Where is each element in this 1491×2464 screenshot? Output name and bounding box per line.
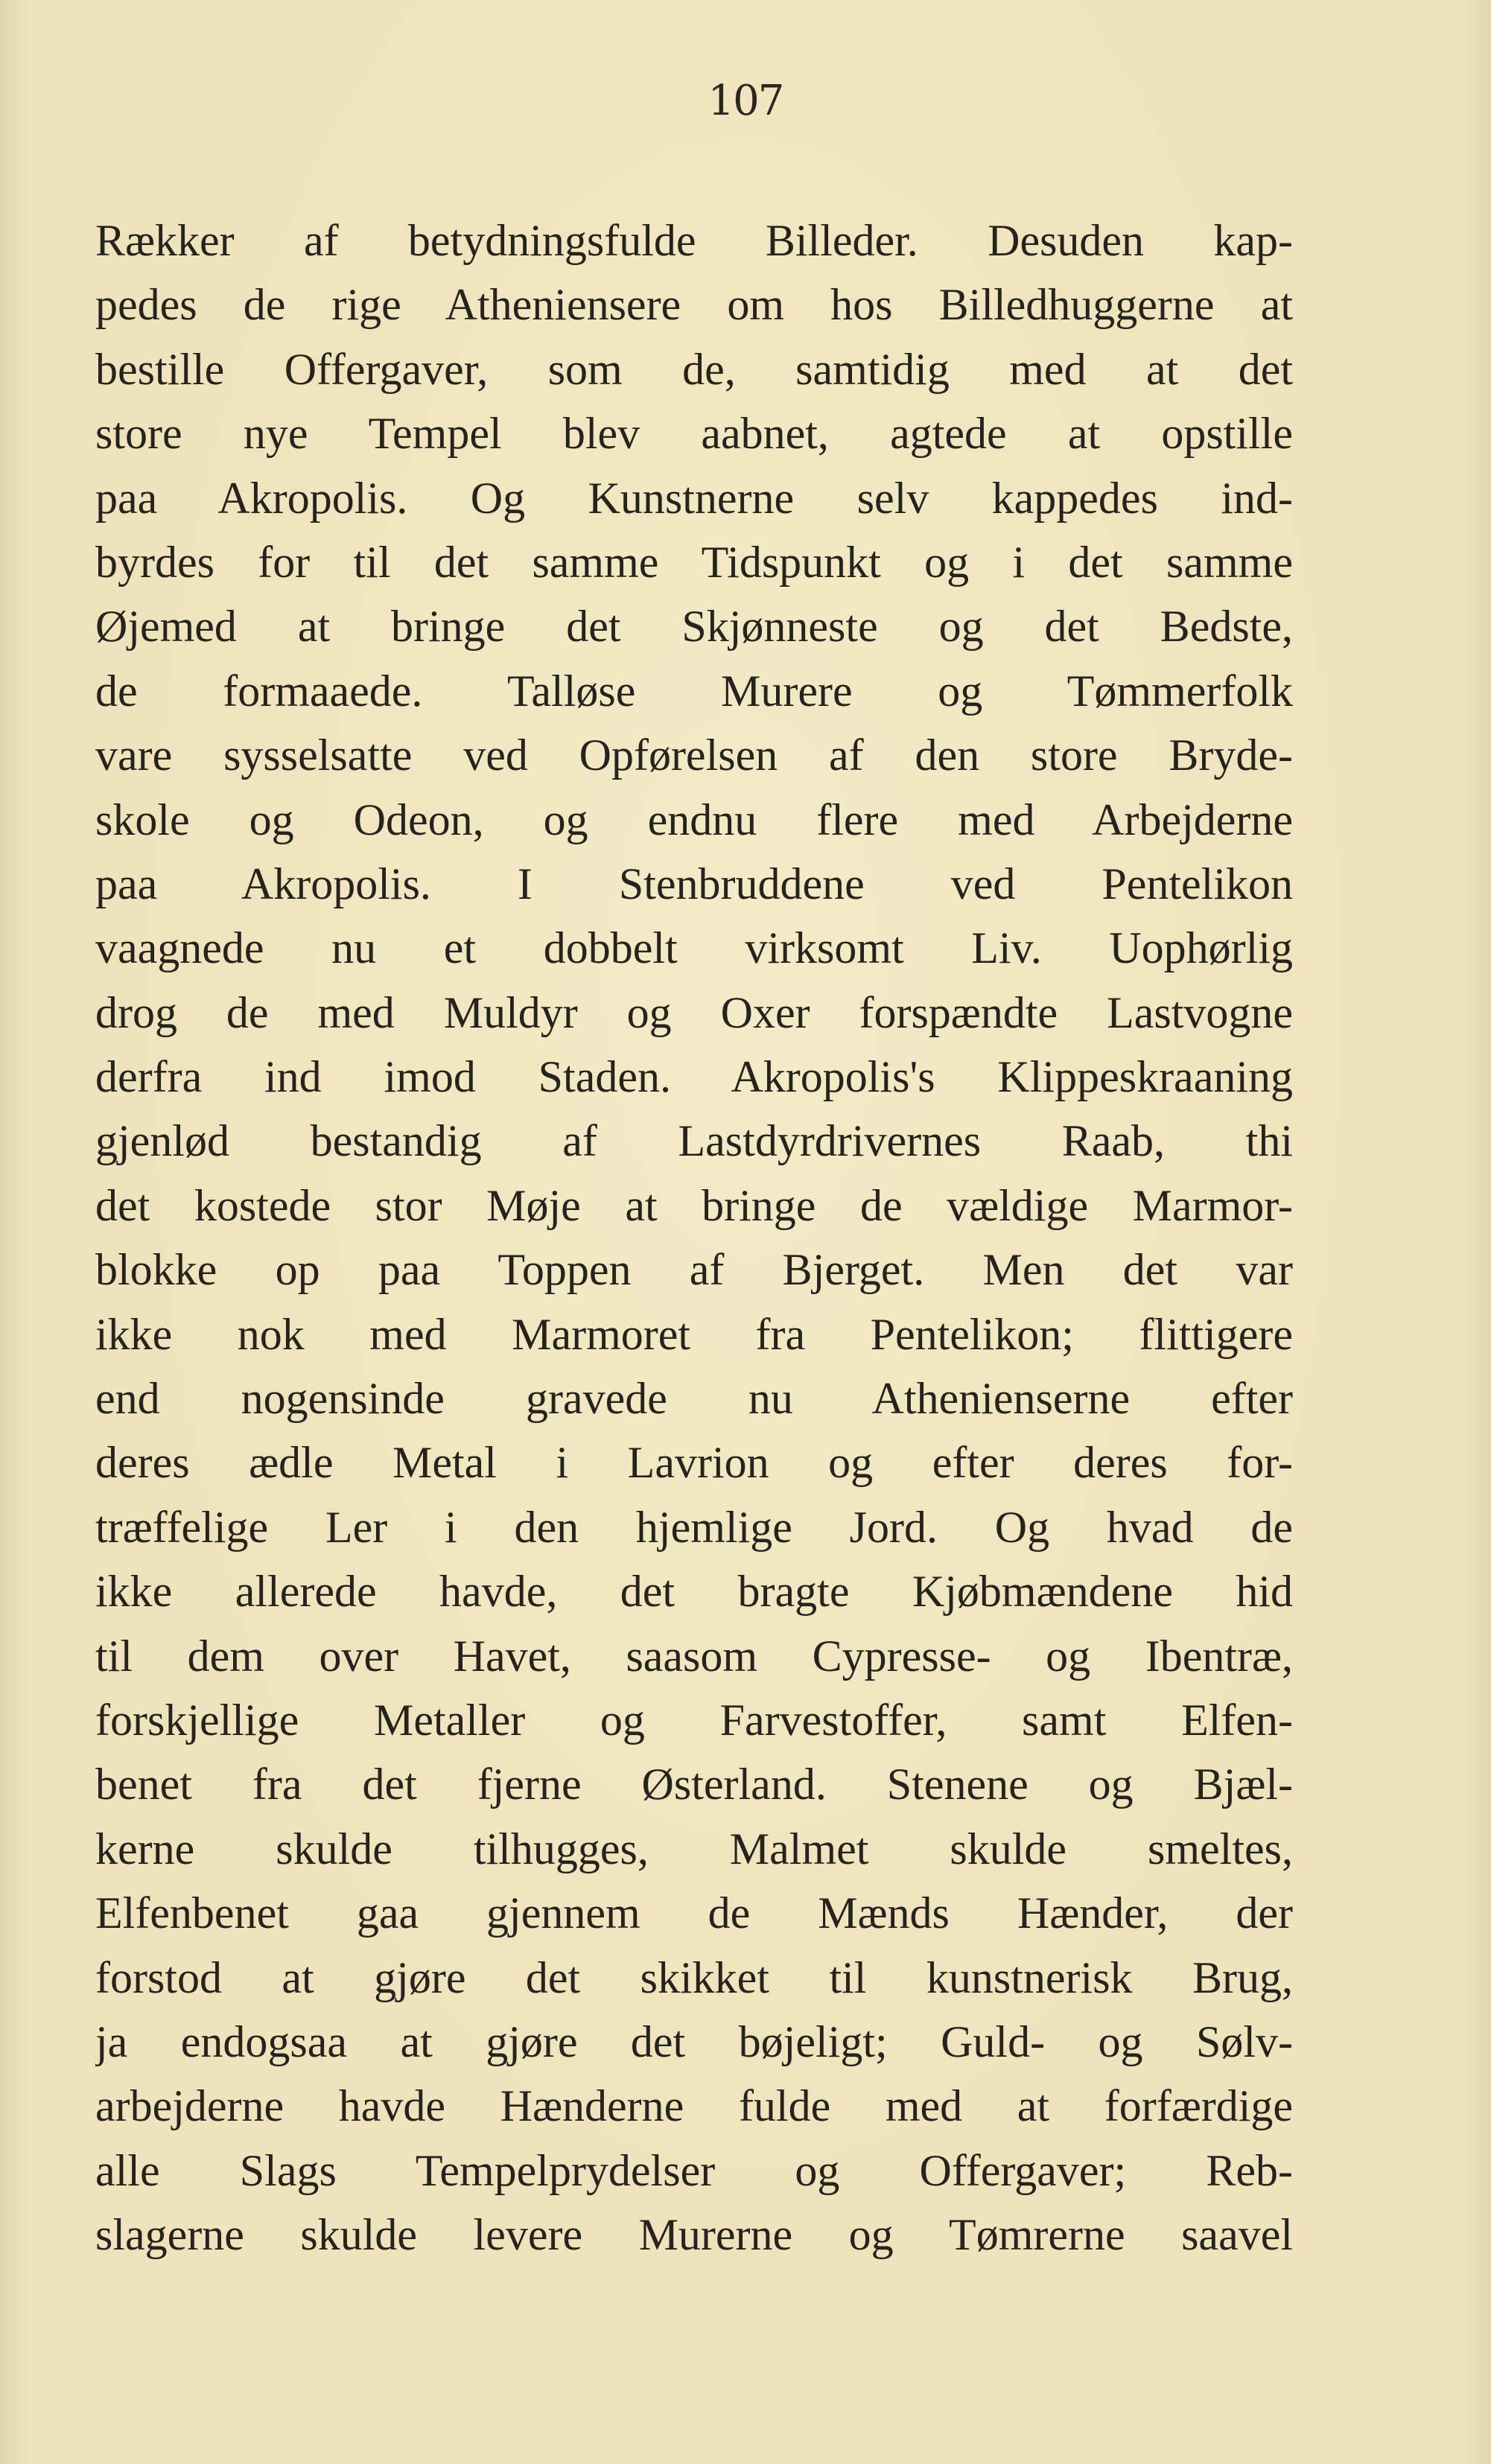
body-text <box>95 208 1293 2267</box>
text-line: pedes de rige Atheniensere om hos Billedhuggerne at <box>95 280 1293 330</box>
text-line: byrdes for til det samme Tidspunkt og i det samme <box>95 537 1293 587</box>
text-line: ikke nok med Marmoret fra Pentelikon; flittigere <box>95 1309 1293 1359</box>
text-line: træffelige Ler i den hjemlige Jord. Og hvad de <box>95 1502 1293 1552</box>
text-line: det kostede stor Møje at bringe de vældige Marmor- <box>95 1180 1293 1230</box>
text-line: vaagnede nu et dobbelt virksomt Liv. Uophørlig <box>95 923 1293 973</box>
text-line: bestille Offergaver, som de, samtidig med at det <box>95 344 1293 394</box>
text-line: forstod at gjøre det skikket til kunstnerisk Brug, <box>95 1952 1293 2002</box>
text-line: kerne skulde tilhugges, Malmet skulde smeltes, <box>95 1824 1293 1874</box>
text-line: alle Slags Tempelprydelser og Offergaver; Reb- <box>95 2145 1293 2195</box>
text-line: end nogensinde gravede nu Athenienserne efter <box>95 1374 1293 1424</box>
text-line: paa Akropolis. I Stenbruddene ved Pentelikon <box>95 859 1293 908</box>
page-number: 107 <box>708 77 783 125</box>
text-line: blokke op paa Toppen af Bjerget. Men det var <box>95 1245 1293 1295</box>
text-line: drog de med Muldyr og Oxer forspændte Lastvogne <box>95 987 1293 1037</box>
text-line: Øjemed at bringe det Skjønneste og det Bedste, <box>95 602 1293 652</box>
text-line: slagerne skulde levere Murerne og Tømrerne saavel <box>95 2210 1293 2260</box>
text-line: Rækker af betydningsfulde Billeder. Desuden kap- <box>95 216 1293 265</box>
text-line: deres ædle Metal i Lavrion og efter deres for- <box>95 1438 1293 1488</box>
text-line: gjenlød bestandig af Lastdyrdrivernes Raab, thi <box>95 1116 1293 1166</box>
text-line: ja endogsaa at gjøre det bøjeligt; Guld- og Sølv- <box>95 2016 1293 2066</box>
text-line: derfra ind imod Staden. Akropolis's Klippeskraaning <box>95 1052 1293 1102</box>
text-line: paa Akropolis. Og Kunstnerne selv kappedes ind- <box>95 473 1293 523</box>
text-line: Elfenbenet gaa gjennem de Mænds Hænder, der <box>95 1888 1293 1938</box>
text-line: skole og Odeon, og endnu flere med Arbejderne <box>95 795 1293 844</box>
text-line: ikke allerede havde, det bragte Kjøbmændene hid <box>95 1567 1293 1617</box>
text-line: benet fra det fjerne Østerland. Stenene og Bjæl- <box>95 1760 1293 1809</box>
text-line: vare sysselsatte ved Opførelsen af den store Bryde- <box>95 730 1293 780</box>
text-line: forskjellige Metaller og Farvestoffer, samt Elfen- <box>95 1695 1293 1745</box>
text-line: store nye Tempel blev aabnet, agtede at opstille <box>95 409 1293 459</box>
text-line: arbejderne havde Hænderne fulde med at forfærdige <box>95 2081 1293 2131</box>
text-line: til dem over Havet, saasom Cypresse- og Ibentræ, <box>95 1631 1293 1681</box>
text-line: de formaaede. Talløse Murere og Tømmerfolk <box>95 666 1293 716</box>
